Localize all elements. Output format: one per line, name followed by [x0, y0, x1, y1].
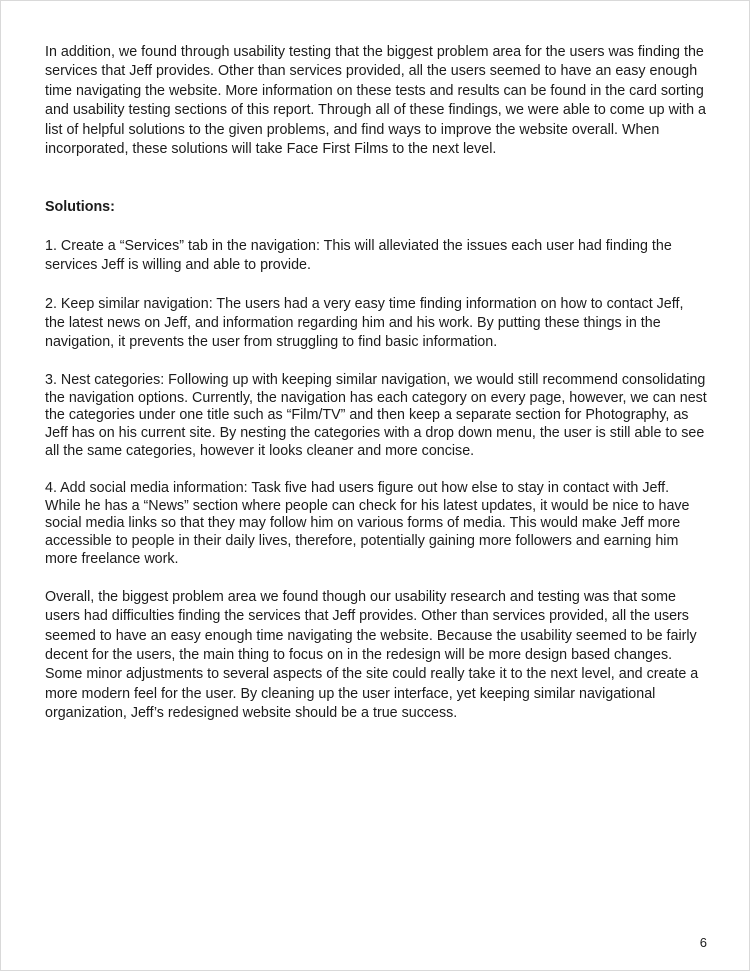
- conclusion-paragraph: Overall, the biggest problem area we found though our usability research and testing was that some users had difficulties finding the services that Jeff provides. Other than services provided, all the users seemed to have an easy enough time navigating the website. Because the usability seemed to be fairly decent for the users, the main thing to focus on in the redesign will be more design based changes. Some minor adjustments to several aspects of the site could really take it to the next level, and create a more modern feel for the user. By cleaning up the user interface, yet keeping similar navigational organization, Jeff’s redesigned website should be a true success.: [45, 588, 699, 722]
- page-content: [45, 43, 707, 724]
- spacer: [45, 569, 707, 588]
- solution-item-1: 1. Create a “Services” tab in the navigation: This will alleviated the issues each user had finding the services Jeff is willing and able to provide.: [45, 237, 672, 274]
- spacer: [45, 353, 707, 372]
- solutions-heading: Solutions:: [45, 199, 115, 216]
- solution-item-2: 2. Keep similar navigation: The users had a very easy time finding information on how to contact Jeff, the latest news on Jeff, and information regarding him and his work. By putting these things in the navigation, it prevents the user from struggling to find basic information.: [45, 295, 684, 351]
- solution-item-3: 3. Nest categories: Following up with keeping similar navigation, we would still recommend consolidating the navigation options. Currently, the navigation has each category on every page, however, we can nest the categories under one title such as “Film/TV” and then keep a separate section for Photography, as Jeff has on his current site. By nesting the categories with a drop down menu, the user is still able to see all the same categories, however it looks cleaner and more concise.: [45, 371, 707, 460]
- spacer: [45, 276, 707, 295]
- page-number: 6: [699, 935, 707, 950]
- solution-item-4: 4. Add social media information: Task five had users figure out how else to stay in contact with Jeff. While he has a “News” section where people can check for his latest updates, it would be nice to have social media links so that they may follow him on various forms of media. This would make Jeff more accessible to people in their daily lives, therefore, potentially gaining more followers and earning him more freelance work.: [45, 479, 690, 568]
- spacer: [45, 218, 707, 237]
- spacer: [45, 461, 707, 480]
- spacer: [45, 159, 707, 198]
- intro-paragraph: In addition, we found through usability testing that the biggest problem area for the users was finding the services that Jeff provides. Other than services provided, all the users seemed to have an easy enough time navigating the website. More information on these tests and results can be found in the card sorting and usability testing sections of this report. Through all of these findings, we were able to come up with a list of helpful solutions to the given problems, and find ways to improve the website overall. When incorporated, these solutions will take Face First Films to the next level.: [45, 44, 706, 158]
